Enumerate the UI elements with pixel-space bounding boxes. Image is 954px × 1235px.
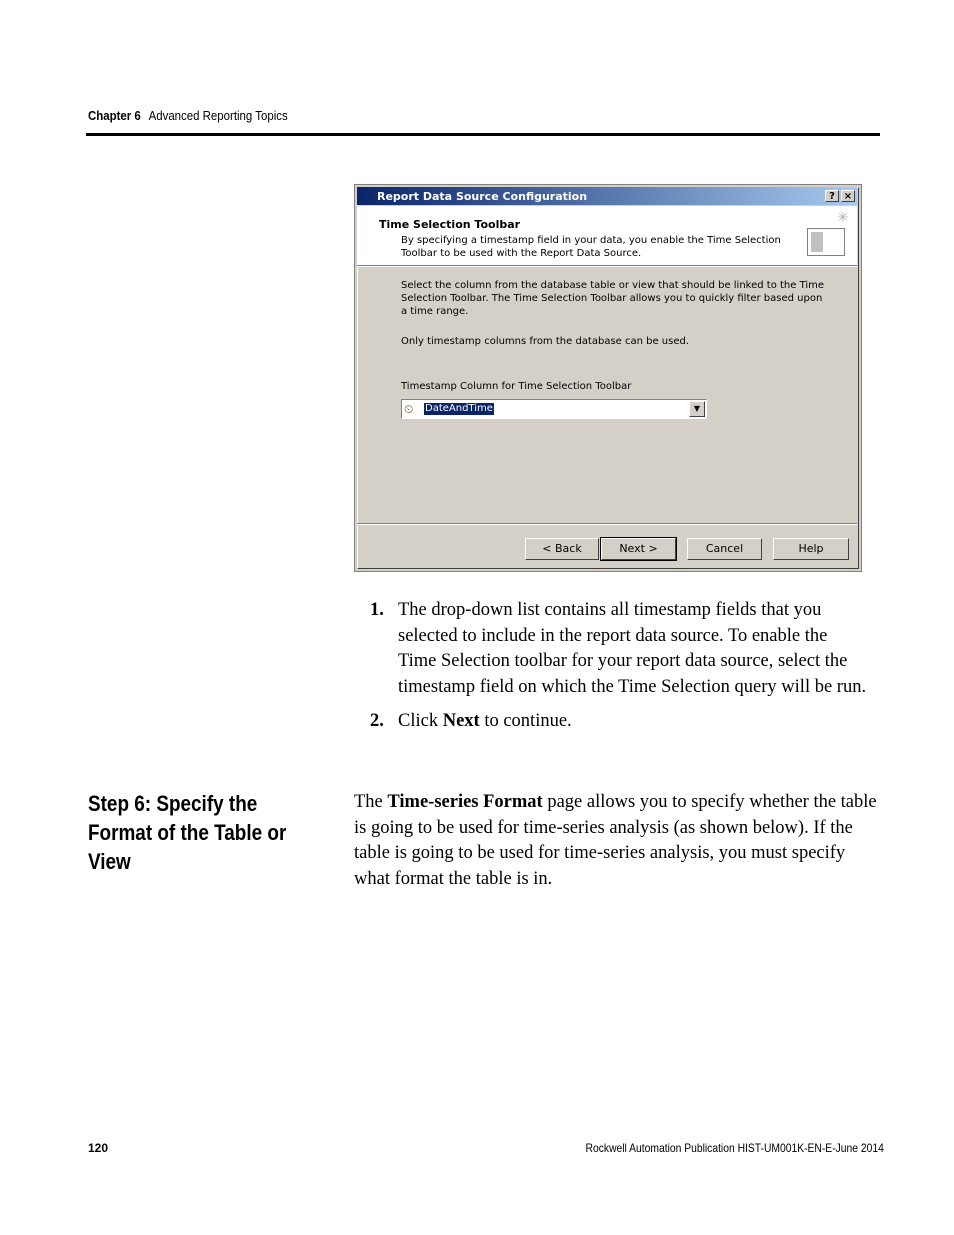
- step-number: 1.: [370, 600, 384, 620]
- section-heading: Step 6: Specify the Format of the Table or View: [88, 791, 287, 874]
- dropdown-selected-value: DateAndTime: [425, 403, 493, 414]
- time-series-format-emphasis: Time-series Format: [387, 792, 543, 812]
- list-item: 2. Click Next to continue.: [370, 709, 870, 735]
- dialog-title: Report Data Source Configuration: [377, 190, 588, 203]
- step-number: 2.: [370, 711, 384, 732]
- wizard-page-title: Time Selection Toolbar: [379, 218, 521, 231]
- chevron-down-icon[interactable]: ▼: [689, 401, 705, 417]
- report-data-source-dialog: [354, 184, 862, 572]
- dialog-header-panel: [357, 206, 857, 266]
- page-number: 120: [88, 1141, 109, 1155]
- dialog-titlebar: [357, 187, 857, 205]
- header-rule: [86, 133, 880, 136]
- clock-icon: ⏲: [404, 402, 414, 416]
- cancel-button[interactable]: Cancel: [687, 538, 762, 560]
- close-button[interactable]: ×: [841, 190, 855, 202]
- list-item: [370, 598, 870, 700]
- timestamp-column-dropdown[interactable]: [401, 399, 707, 419]
- chapter-label: Chapter 6: [88, 108, 141, 123]
- publication-info: Rockwell Automation Publication HIST-UM001K-EN-E-June 2014: [585, 1141, 884, 1155]
- next-emphasis: Next: [442, 711, 480, 732]
- running-header: [88, 108, 288, 123]
- timestamp-field-label: Timestamp Column for Time Selection Toolbar: [401, 381, 632, 392]
- chapter-title: Advanced Reporting Topics: [148, 108, 288, 123]
- wizard-icon: [807, 228, 845, 256]
- wizard-page-description: By specifying a timestamp field in your data, you enable the Time Selection Toolbar to be used with the Report Data Source.: [401, 235, 781, 259]
- instructions-text: Select the column from the database table or view that should be linked to the Time Selection Toolbar. The Time Selection Toolbar allows you to quickly filter based upon a time range.: [401, 280, 825, 317]
- help-button[interactable]: Help: [773, 538, 849, 560]
- steps-list: [370, 598, 870, 735]
- sparkle-icon: ✳: [837, 210, 849, 226]
- next-button[interactable]: Next >: [601, 538, 676, 560]
- back-button[interactable]: < Back: [525, 538, 599, 560]
- help-title-button[interactable]: ?: [825, 190, 839, 202]
- section-paragraph: The Time-series Format page allows you to specify whether the table is going to be used for time-series analysis (as shown below). If the table is going to be used for time-series analysis, you must specify what format the table is in.: [354, 792, 877, 889]
- step-text: The drop-down list contains all timestamp fields that you selected to include in the report data source. To enable the Time Selection toolbar for your report data source, select the timestamp field on which the Time Selection query will be run.: [398, 600, 867, 697]
- note-text: Only timestamp columns from the database can be used.: [401, 336, 690, 347]
